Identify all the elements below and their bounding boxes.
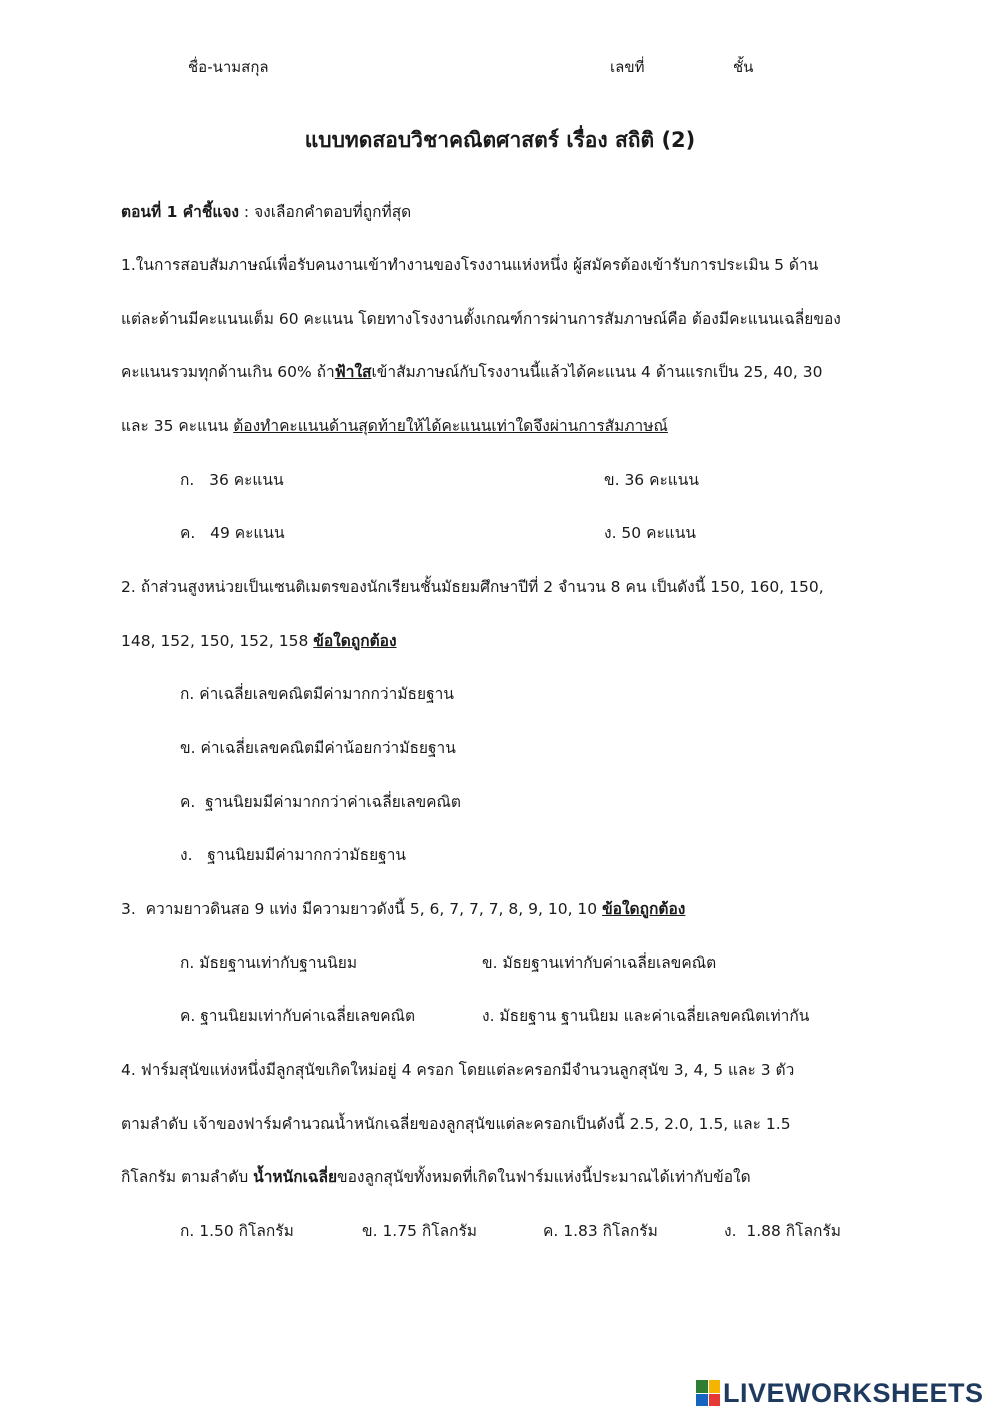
q4-line1: 4. ฟาร์มสุนัขแห่งหนึ่งมีลูกสุนัขเกิดใหม่อยู่ 4 ครอก โดยแต่ละครอกมีจำนวนลูกสุนัข 3, 4, 5 และ 3 ตัว xyxy=(121,1061,795,1079)
logo-mark-icon xyxy=(696,1380,720,1406)
name-field-label: ชื่อ-นามสกุล xyxy=(188,58,269,76)
q2-question: ข้อใดถูกต้อง xyxy=(313,632,397,650)
page-title: แบบทดสอบวิชาคณิตศาสตร์ เรื่อง สถิติ (2) xyxy=(304,128,696,152)
q4-choice-d[interactable]: ง. 1.88 กิโลกรัม xyxy=(724,1222,841,1240)
q3-question: ข้อใดถูกต้อง xyxy=(602,900,686,918)
q2-choice-d[interactable]: ง. ฐานนิยมมีค่ามากกว่ามัธยฐาน xyxy=(180,846,407,864)
q2-choice-c[interactable]: ค. ฐานนิยมมีค่ามากกว่าค่าเฉลี่ยเลขคณิต xyxy=(180,793,461,811)
q2-line2 xyxy=(121,632,397,651)
q1-line2: แต่ละด้านมีคะแนนเต็ม 60 คะแนน โดยทางโรงงานตั้งเกณฑ์การผ่านการสัมภาษณ์คือ ต้องมีคะแนนเฉลี่ยของ xyxy=(121,310,841,328)
q1-line4 xyxy=(121,417,668,436)
logo-text: LIVEWORKSHEETS xyxy=(723,1377,984,1408)
q4-choice-b[interactable]: ข. 1.75 กิโลกรัม xyxy=(362,1222,478,1240)
q3-choice-b[interactable]: ข. มัธยฐานเท่ากับค่าเฉลี่ยเลขคณิต xyxy=(482,954,717,972)
q3-choice-a[interactable]: ก. มัธยฐานเท่ากับฐานนิยม xyxy=(180,954,358,972)
instruction xyxy=(121,203,411,222)
q1-line4-a: และ 35 คะแนน xyxy=(121,417,234,435)
q2-choice-a[interactable]: ก. ค่าเฉลี่ยเลขคณิตมีค่ามากกว่ามัธยฐาน xyxy=(180,685,454,703)
liveworksheets-logo xyxy=(696,1376,984,1410)
q4-choice-c[interactable]: ค. 1.83 กิโลกรัม xyxy=(543,1222,658,1240)
q2-line1: 2. ถ้าส่วนสูงหน่วยเป็นเซนติเมตรของนักเรียนชั้นมัธยมศึกษาปีที่ 2 จำนวน 8 คน เป็นดังนี้ 150, 160, 150, xyxy=(121,578,824,596)
q4-line3-a: กิโลกรัม ตามลำดับ xyxy=(121,1168,254,1186)
q2-line2-a: 148, 152, 150, 152, 158 xyxy=(121,632,314,650)
q1-name: ฟ้าใส xyxy=(334,363,372,381)
q1-choice-d[interactable]: ง. 50 คะแนน xyxy=(604,524,696,542)
q3-line1 xyxy=(121,900,685,919)
q1-question: ต้องทำคะแนนด้านสุดท้ายให้ได้คะแนนเท่าใดจึงผ่านการสัมภาษณ์ xyxy=(233,417,668,435)
instruction-text: : จงเลือกคำตอบที่ถูกที่สุด xyxy=(239,203,412,221)
q3-line1-a: 3. ความยาวดินสอ 9 แท่ง มีความยาวดังนี้ 5, 6, 7, 7, 7, 8, 9, 10, 10 xyxy=(121,900,603,918)
q4-line2: ตามลำดับ เจ้าของฟาร์มคำนวณน้ำหนักเฉลี่ยของลูกสุนัขแต่ละครอกเป็นดังนี้ 2.5, 2.0, 1.5, และ 1.5 xyxy=(121,1115,791,1133)
q3-choice-c[interactable]: ค. ฐานนิยมเท่ากับค่าเฉลี่ยเลขคณิต xyxy=(180,1007,416,1025)
q1-line3-b: เข้าสัมภาษณ์กับโรงงานนี้แล้วได้คะแนน 4 ด้านแรกเป็น 25, 40, 30 xyxy=(371,363,823,381)
q1-choice-b[interactable]: ข. 36 คะแนน xyxy=(604,471,699,489)
q4-line3 xyxy=(121,1168,751,1187)
q1-choice-c[interactable]: ค. 49 คะแนน xyxy=(180,524,285,542)
instruction-part: ตอนที่ 1 คำชี้แจง xyxy=(121,203,239,221)
q3-choice-d[interactable]: ง. มัธยฐาน ฐานนิยม และค่าเฉลี่ยเลขคณิตเท่ากัน xyxy=(482,1007,810,1025)
number-field-label: เลขที่ xyxy=(610,58,645,76)
q1-line3 xyxy=(121,363,822,382)
q1-choice-a[interactable]: ก. 36 คะแนน xyxy=(180,471,284,489)
q2-choice-b[interactable]: ข. ค่าเฉลี่ยเลขคณิตมีค่าน้อยกว่ามัธยฐาน xyxy=(180,739,456,757)
q4-choice-a[interactable]: ก. 1.50 กิโลกรัม xyxy=(180,1222,294,1240)
q1-line1: 1.ในการสอบสัมภาษณ์เพื่อรับคนงานเข้าทำงานของโรงงานแห่งหนึ่ง ผู้สมัครต้องเข้ารับการประเมิน 5 ด้าน xyxy=(121,256,819,274)
q1-line3-a: คะแนนรวมทุกด้านเกิน 60% ถ้า xyxy=(121,363,335,381)
q4-emphasis: น้ำหนักเฉลี่ย xyxy=(253,1168,338,1186)
q4-line3-c: ของลูกสุนัขทั้งหมดที่เกิดในฟาร์มแห่งนี้ประมาณได้เท่ากับข้อใด xyxy=(337,1168,751,1186)
class-field-label: ชั้น xyxy=(733,58,754,76)
